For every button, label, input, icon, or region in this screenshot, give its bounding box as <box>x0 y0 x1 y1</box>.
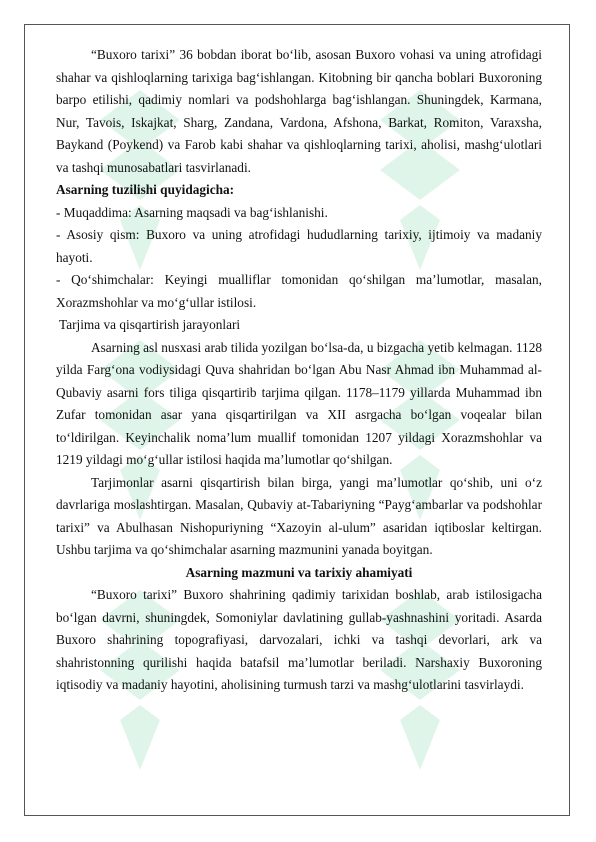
subheading-translation: Tarjima va qisqartirish jarayonlari <box>59 317 241 332</box>
paragraph-significance: “Buxoro tarixi” Buxoro shahrining qadimiy tarixidan boshlab, arab istilosigacha bo‘lgan davrni, shuningdek, Somoniylar davlatining gullab-yashnashini yoritadi. Asarda Buxoro shahrining topografiyasi, darvozalari, ichki va tashqi devorlari, ark va shahristonning qurilishi haqida batafsil ma’lumotlar beriladi. Narshaxiy Buxoroning iqtisodiy va madaniy hayotini, aholisining turmush tarzi va mashg‘ulotlarini tasvirlaydi. <box>56 587 542 692</box>
list-item-qoshimchalar: - Qo‘shimchalar: Keyingi mualliflar tomonidan qo‘shilgan ma’lumotlar, masalan, Xorazmshohlar va mo‘g‘ullar istilosi. <box>56 272 542 310</box>
document-body <box>56 44 542 697</box>
heading-structure: Asarning tuzilishi quyidagicha: <box>56 182 235 197</box>
paragraph-translators: Tarjimonlar asarni qisqartirish bilan birga, yangi ma’lumotlar qo‘shib, uni o‘z davrlariga moslashtirgan. Masalan, Qubaviy at-Tabariyning “Payg‘ambarlar va podshohlar tarixi” va Abulhasan Nishopuriyning “Xazoyin al-ulum” asaridan iqtiboslar keltirgan. Ushbu tarjima va qo‘shimchalar asarning mazmunini yanada boyitgan. <box>56 474 542 557</box>
heading-significance: Asarning mazmuni va tarixiy ahamiyati <box>185 564 413 580</box>
paragraph-intro: “Buxoro tarixi” 36 bobdan iborat bo‘lib, asosan Buxoro vohasi va uning atrofidagi shahar va qishloqlarning tarixiga bag‘ishlangan. Kitobning bir qancha boblari Buxoroning barpo etilishi, qadimiy nomlari va podshohlarga bag‘ishlangan. Shuningdek, Karmana, Nur, Tavois, Iskajkat, Sharg, Zandana, Vardona, Afshona, Barkat, Romiton, Varaxsha, Baykand (Poykend) va Farob kabi shahar va qishloqlarning tarixi, aholisi, mashg‘ulotlari va tashqi munosabatlari tasvirlanadi. <box>56 47 542 175</box>
list-item-asosiy-qism: - Asosiy qism: Buxoro va uning atrofidagi hududlarning tarixiy, ijtimoiy va madaniy hayoti. <box>56 227 542 265</box>
paragraph-original-manuscript: Asarning asl nusxasi arab tilida yozilgan bo‘lsa-da, u bizgacha yetib kelmagan. 1128 yilda Farg‘ona vodiysidagi Quva shahridan bo‘lgan Abu Nasr Ahmad ibn Muhammad al-Qubaviy asarni fors tiliga qisqartirib tarjima qilgan. 1178–1179 yillarda Muhammad ibn Zufar tomonidan asar yana qisqartirilgan va XII asrgacha bo‘lgan voqealar bilan to‘ldirilgan. Keyinchalik noma’lum muallif tomonidan 1207 yildagi Xorazmshohlar va 1219 yildagi mo‘g‘ullar istilosi haqida ma’lumotlar qo‘shilgan. <box>56 339 542 467</box>
list-item-muqaddima: - Muqaddima: Asarning maqsadi va bag‘ishlanishi. <box>56 204 328 220</box>
